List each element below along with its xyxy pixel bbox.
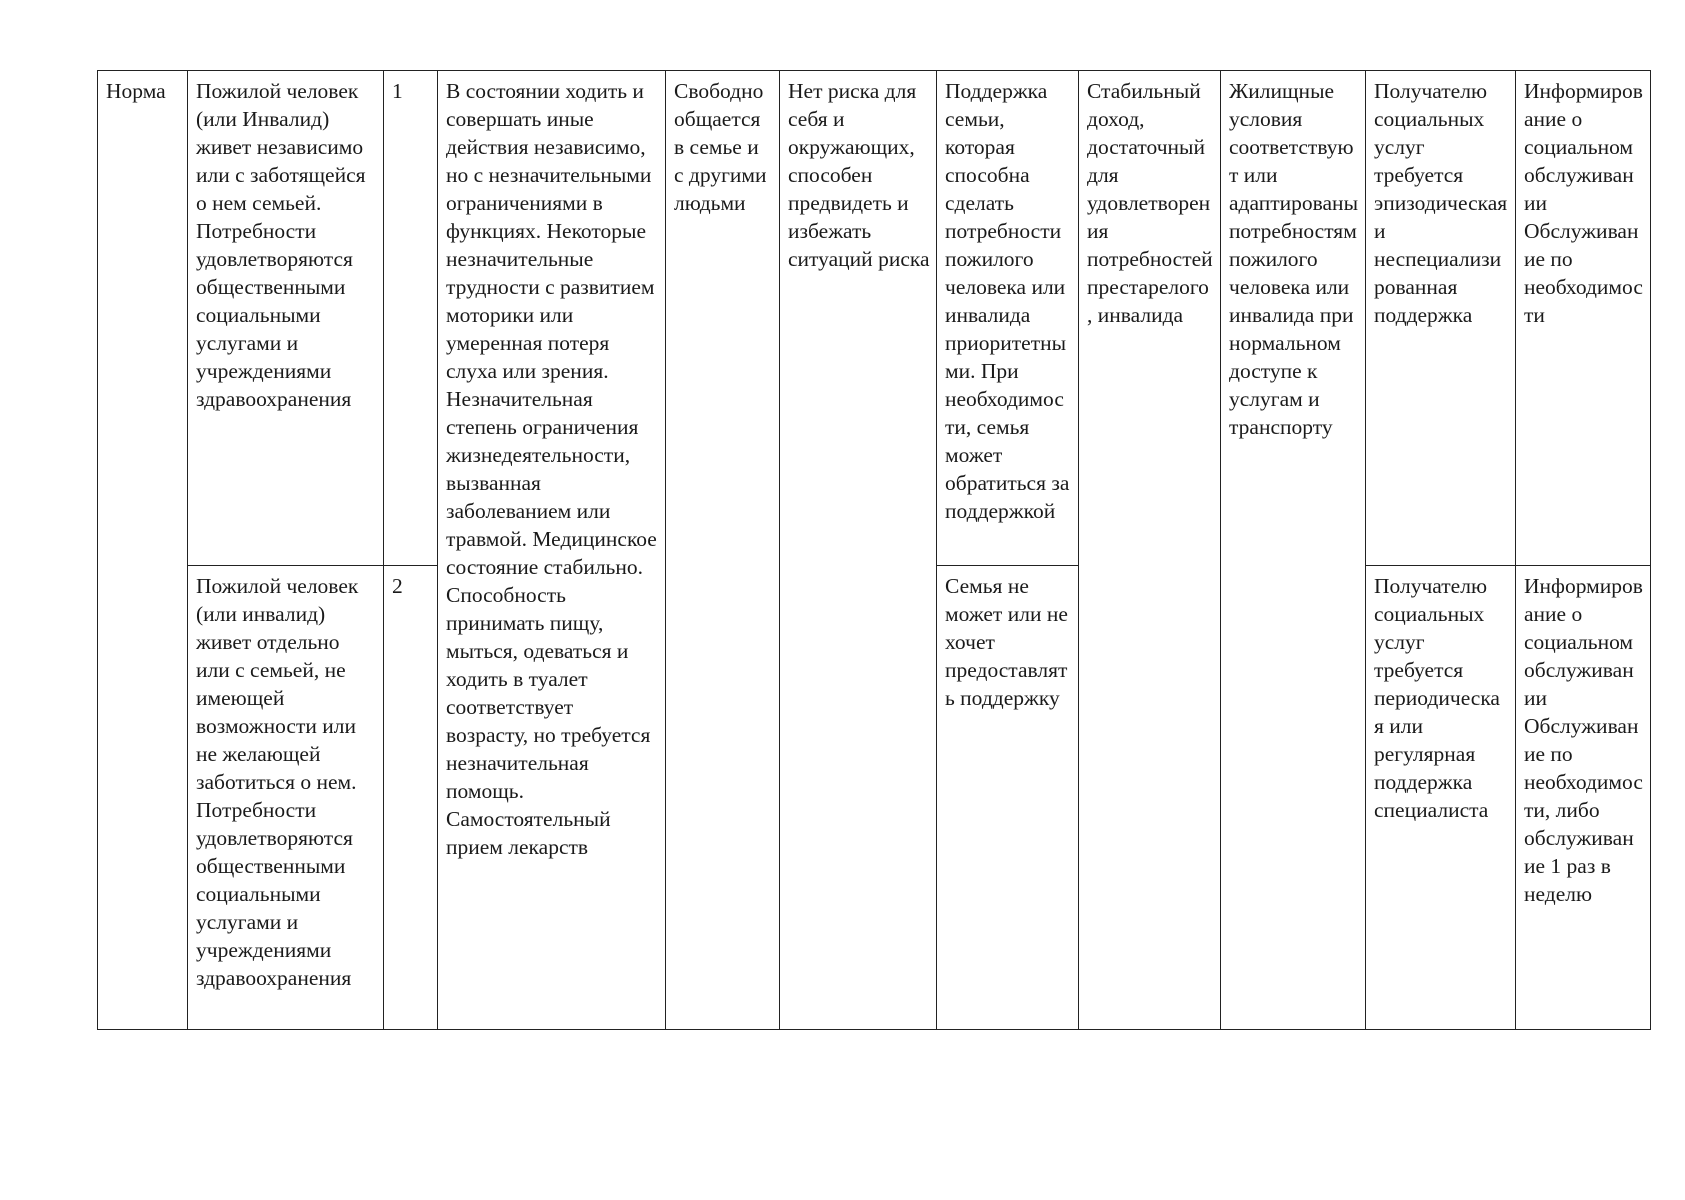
assessment-table — [97, 70, 1651, 1030]
service-info-2: Информирование о социальном обслуживании Обслуживание по необходимости, либо обслуживание 1 раз в неделю — [1516, 565, 1651, 1029]
communication-description: Свободно общается в семье и с другими людьми — [666, 71, 780, 1030]
situation-description-1: Пожилой человек (или Инвалид) живет независимо или с заботящейся о нем семьей. Потребности удовлетворяются общественными социальными услугами и учреждениями здравоохранения — [188, 71, 384, 566]
support-need-1: Получателю социальных услуг требуется эпизодическая и неспециализированная поддержка — [1366, 71, 1516, 566]
table-row — [98, 71, 1651, 566]
situation-description-2: Пожилой человек (или инвалид) живет отдельно или с семьей, не имеющей возможности или не желающей заботиться о нем. Потребности удовлетворяются общественными социальными услугами и учреждениями здравоохранения — [188, 565, 384, 1029]
health-description: В состоянии ходить и совершать иные действия независимо, но с незначительными ограничениями в функциях. Некоторые незначительные трудности с развитием моторики или умеренная потеря слуха или зрения. Незначительная степень ограничения жизнедеятельности, вызванная заболеванием или травмой. Медицинское состояние стабильно. Способность принимать пищу, мыться, одеваться и ходить в туалет соответствует возрасту, но требуется незначительная помощь. Самостоятельный прием лекарств — [438, 71, 666, 1030]
family-support-1: Поддержка семьи, которая способна сделать потребности пожилого человека или инвалида приоритетными. При необходимости, семья может обратиться за поддержкой — [937, 71, 1079, 566]
risk-description: Нет риска для себя и окружающих, способен предвидеть и избежать ситуаций риска — [780, 71, 937, 1030]
housing-description: Жилищные условия соответствуют или адаптированы потребностям пожилого человека или инвалида при нормальном доступе к услугам и транспорту — [1221, 71, 1366, 1030]
family-support-2: Семья не может или не хочет предоставлять поддержку — [937, 565, 1079, 1029]
level-cell: Норма — [98, 71, 188, 1030]
support-need-2: Получателю социальных услуг требуется периодическая или регулярная поддержка специалиста — [1366, 565, 1516, 1029]
service-info-1: Информирование о социальном обслуживании Обслуживание по необходимости — [1516, 71, 1651, 566]
level-number-2: 2 — [384, 565, 438, 1029]
income-description: Стабильный доход, достаточный для удовлетворения потребностей престарелого, инвалида — [1079, 71, 1221, 1030]
level-number-1: 1 — [384, 71, 438, 566]
